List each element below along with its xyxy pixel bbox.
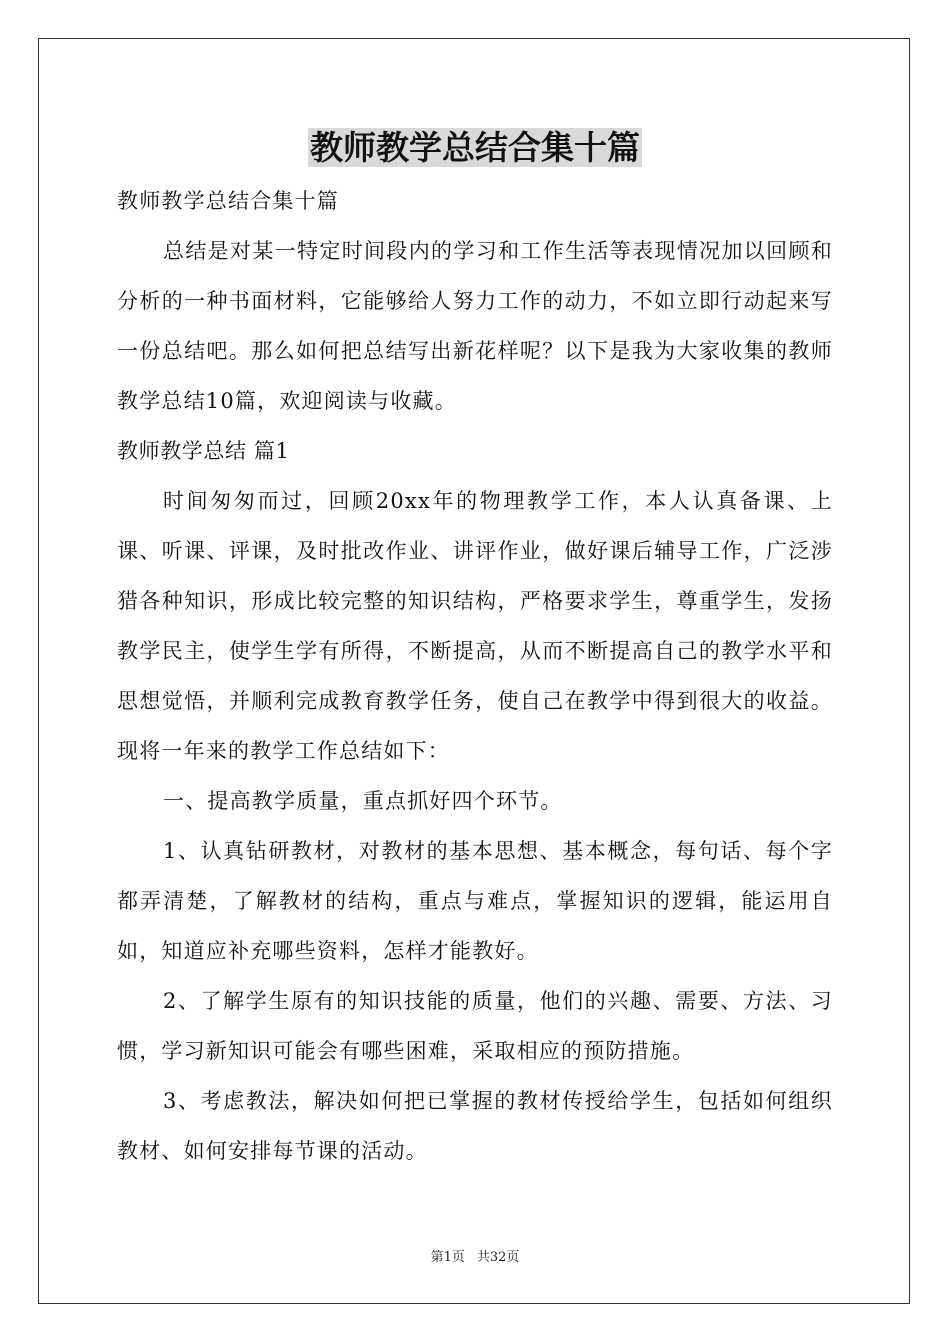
page-footer [0, 1246, 950, 1265]
body-paragraph: 3、考虑教法，解决如何把已掌握的教材传授给学生，包括如何组织教材、如何安排每节课的活动。 [117, 1089, 833, 1163]
document-title-text: 教师教学总结合集十篇 [310, 128, 640, 167]
section-heading: 教师教学总结 篇1 [117, 439, 290, 463]
intro-paragraph: 总结是对某一特定时间段内的学习和工作生活等表现情况加以回顾和分析的一种书面材料，它能够给人努力工作的动力，不如立即行动起来写一份总结吧。那么如何把总结写出新花样呢？以下是我为大家收集的教师教学总结10篇，欢迎阅读与收藏。 [117, 239, 833, 413]
body-paragraph: 一、提高教学质量，重点抓好四个环节。 [163, 789, 563, 813]
body-paragraph: 2、了解学生原有的知识技能的质量，他们的兴趣、需要、方法、习惯，学习新知识可能会有哪些困难，采取相应的预防措施。 [117, 989, 833, 1063]
document-body [117, 176, 833, 1176]
page-number: 第1页 [430, 1250, 465, 1265]
body-paragraph: 1、认真钻研教材，对教材的基本思想、基本概念，每句话、每个字都弄清楚，了解教材的结构，重点与难点，掌握知识的逻辑，能运用自如，知道应补充哪些资料，怎样才能教好。 [117, 839, 833, 963]
subtitle-line: 教师教学总结合集十篇 [117, 189, 339, 213]
page-total: 共32页 [476, 1250, 520, 1265]
body-paragraph: 时间匆匆而过，回顾20xx年的物理教学工作，本人认真备课、上课、听课、评课，及时批改作业、讲评作业，做好课后辅导工作，广泛涉猎各种知识，形成比较完整的知识结构，严格要求学生，尊重学生，发扬教学民主，使学生学有所得，不断提高，从而不断提高自己的教学水平和思想觉悟，并顺利完成教育教学任务，使自己在教学中得到很大的收益。现将一年来的教学工作总结如下： [117, 489, 833, 763]
document-title [0, 126, 950, 170]
